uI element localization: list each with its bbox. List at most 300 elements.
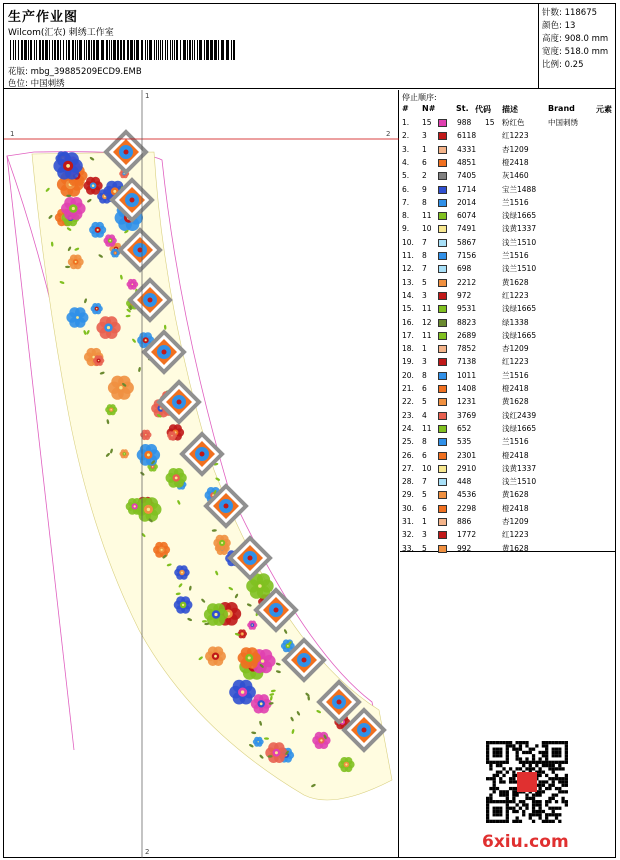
row-number: 6. [402, 184, 410, 194]
row-stitches: 1408 [457, 384, 477, 393]
color-swatch [438, 199, 447, 207]
barcode-bar [206, 40, 209, 60]
barcode-bar [204, 40, 205, 60]
row-stitches: 7852 [457, 344, 477, 354]
row-number: 23. [402, 410, 414, 420]
row-description: 杏1209 [502, 517, 529, 526]
row-stitches: 535 [457, 437, 472, 447]
stop-row [400, 291, 615, 301]
row-number: 9. [402, 224, 410, 234]
stop-row [400, 238, 615, 248]
color-swatch [438, 531, 447, 539]
color-swatch [438, 159, 447, 167]
color-swatch [438, 146, 447, 154]
barcode-bar [66, 40, 67, 60]
colorway-label: 色位: [8, 79, 28, 89]
pattern-value: mbg_39885209ECD9.EMB [30, 67, 142, 77]
row-needle: 7 [422, 264, 427, 274]
color-count: 颜色: 13 [542, 21, 576, 31]
row-needle: 12 [422, 317, 432, 327]
row-number: 13. [402, 277, 414, 287]
col-n: N# [422, 104, 436, 113]
stop-row [400, 251, 615, 261]
color-swatch [438, 518, 447, 526]
row-description: 兰1516 [502, 197, 529, 207]
stop-row [400, 544, 615, 554]
color-swatch [438, 465, 447, 473]
barcode-bar [233, 40, 235, 60]
row-number: 26. [402, 450, 414, 460]
stop-row [400, 304, 615, 314]
color-swatch [438, 332, 447, 340]
barcode-bar [91, 40, 92, 60]
row-number: 32. [402, 530, 414, 540]
color-swatch [438, 505, 447, 513]
row-needle: 5 [422, 543, 427, 553]
color-swatch [438, 172, 447, 180]
stop-row [400, 198, 615, 208]
color-swatch [438, 478, 447, 486]
row-needle: 1 [422, 517, 427, 526]
row-needle: 1 [422, 344, 427, 354]
row-number: 12. [402, 264, 414, 274]
stop-row [400, 490, 615, 500]
stop-row [400, 517, 615, 527]
row-needle: 8 [422, 251, 427, 260]
stop-row [400, 437, 615, 447]
color-swatch [438, 438, 447, 446]
stop-row [400, 371, 615, 381]
row-stitches: 1714 [457, 184, 477, 194]
stop-row [400, 278, 615, 288]
axis-x-start: 1 [10, 130, 15, 138]
stop-row [400, 530, 615, 540]
axis-y-end: 2 [145, 848, 150, 856]
color-swatch [438, 305, 447, 313]
embroidery-design [4, 90, 399, 858]
row-description: 粉红色 [502, 118, 525, 127]
row-description: 兰1516 [502, 370, 529, 380]
barcode-bar [127, 40, 129, 60]
barcode-bar [214, 40, 217, 60]
barcode-bar [192, 40, 193, 60]
barcode-bar [109, 40, 110, 60]
row-description: 红1223 [502, 530, 529, 540]
color-swatch [438, 425, 447, 433]
barcode-bar [187, 40, 188, 60]
barcode-bar [210, 40, 213, 60]
row-number: 11. [402, 251, 414, 260]
stop-row [400, 145, 615, 155]
row-number: 4. [402, 157, 410, 167]
barcode-bar [77, 40, 78, 60]
barcode-bar [226, 40, 229, 60]
barcode-bar [45, 40, 48, 60]
production-sheet [3, 3, 616, 858]
stop-row [400, 224, 615, 234]
row-number: 15. [402, 304, 414, 314]
row-stitches: 448 [457, 477, 472, 487]
qr-code [486, 741, 568, 823]
row-number: 21. [402, 384, 414, 393]
barcode-bar [101, 40, 104, 60]
row-description: 兰1516 [502, 437, 529, 447]
row-stitches: 4851 [457, 157, 477, 167]
barcode-bar [165, 40, 166, 60]
row-needle: 9 [422, 184, 427, 194]
barcode-bar [199, 40, 202, 60]
barcode-bar [134, 40, 135, 60]
color-swatch [438, 412, 447, 420]
barcode-bar [172, 40, 173, 60]
row-stitches: 7405 [457, 171, 477, 181]
row-number: 18. [402, 344, 414, 354]
row-description: 黄1628 [502, 490, 529, 500]
barcode-bar [106, 40, 108, 60]
row-description: 兰1516 [502, 251, 529, 260]
color-swatch [438, 252, 447, 260]
barcode-bar [197, 40, 198, 60]
stop-row [400, 118, 615, 128]
row-brand: 中国刺绣 [548, 118, 578, 127]
barcode-bar [176, 40, 178, 60]
row-description: 宝兰1488 [502, 184, 537, 194]
barcode-bar [136, 40, 139, 60]
row-needle: 11 [422, 423, 432, 433]
row-stitches: 3769 [457, 410, 477, 420]
barcode-bar [221, 40, 224, 60]
axis-x-end: 2 [386, 130, 391, 138]
row-description: 浅黄1337 [502, 224, 537, 234]
row-description: 红1223 [502, 290, 529, 300]
row-needle: 11 [422, 330, 432, 340]
width-value: 宽度: 518.0 mm [542, 47, 609, 57]
barcode-bar [183, 40, 186, 60]
stop-row [400, 331, 615, 341]
row-needle: 7 [422, 477, 427, 487]
row-stitches: 886 [457, 517, 472, 526]
row-description: 浅红2439 [502, 410, 537, 420]
barcode-bar [57, 40, 59, 60]
row-description: 杏1209 [502, 344, 529, 354]
color-swatch [438, 239, 447, 247]
row-needle: 11 [422, 211, 432, 221]
row-number: 22. [402, 397, 414, 407]
barcode [10, 40, 235, 60]
row-description: 红1223 [502, 357, 529, 367]
stop-row [400, 411, 615, 421]
row-needle: 1 [422, 144, 427, 154]
row-stitches: 2689 [457, 330, 477, 340]
color-swatch [438, 452, 447, 460]
row-description: 绿1338 [502, 317, 529, 327]
row-description: 红1223 [502, 131, 529, 141]
row-description: 浅黄1337 [502, 463, 537, 473]
barcode-bar [24, 40, 27, 60]
row-description: 黄1628 [502, 277, 529, 287]
barcode-bar [15, 40, 16, 60]
row-needle: 11 [422, 304, 432, 314]
row-stitches: 4331 [457, 144, 477, 154]
row-number: 31. [402, 517, 414, 526]
row-number: 5. [402, 171, 410, 181]
row-number: 14. [402, 290, 414, 300]
row-number: 30. [402, 503, 414, 513]
stop-row [400, 384, 615, 394]
barcode-bar [123, 40, 125, 60]
barcode-bar [34, 40, 35, 60]
qr-logo [517, 772, 537, 792]
row-needle: 5 [422, 277, 427, 287]
row-stitches: 1231 [457, 397, 477, 407]
row-needle: 2 [422, 171, 427, 181]
row-description: 黄1628 [502, 543, 529, 553]
barcode-bar [42, 40, 44, 60]
row-description: 浅绿1665 [502, 330, 537, 340]
row-needle: 3 [422, 530, 427, 540]
row-needle: 6 [422, 384, 427, 393]
row-description: 浅兰1510 [502, 237, 537, 247]
axis-y-start: 1 [145, 92, 150, 100]
barcode-bar [63, 40, 64, 60]
stop-sequence-header [400, 104, 615, 116]
barcode-bar [180, 40, 181, 60]
qr-code-image [486, 741, 568, 823]
color-swatch [438, 212, 447, 220]
color-swatch [438, 225, 447, 233]
row-number: 24. [402, 423, 414, 433]
row-number: 17. [402, 330, 414, 340]
barcode-bar [149, 40, 152, 60]
row-needle: 8 [422, 437, 427, 447]
row-stitches: 2014 [457, 197, 477, 207]
barcode-bar [21, 40, 23, 60]
colorway-line [8, 77, 65, 89]
row-needle: 4 [422, 410, 427, 420]
row-needle: 3 [422, 290, 427, 300]
row-needle: 5 [422, 397, 427, 407]
barcode-bar [117, 40, 119, 60]
row-needle: 3 [422, 357, 427, 367]
row-description: 杏1209 [502, 144, 529, 154]
col-brand: Brand [548, 104, 575, 113]
barcode-bar [170, 40, 171, 60]
color-swatch [438, 292, 447, 300]
stop-row [400, 264, 615, 274]
row-stitches: 6074 [457, 211, 477, 221]
barcode-bar [111, 40, 112, 60]
color-swatch [438, 319, 447, 327]
row-description: 橙2418 [502, 157, 529, 167]
color-swatch [438, 132, 447, 140]
barcode-bar [162, 40, 163, 60]
barcode-bar [158, 40, 159, 60]
studio-name: Wilcom(汇农) 刺绣工作室 [8, 28, 114, 38]
row-needle: 8 [422, 197, 427, 207]
barcode-bar [13, 40, 14, 60]
barcode-bar [54, 40, 56, 60]
stop-row [400, 504, 615, 514]
row-stitches: 9531 [457, 304, 477, 314]
row-stitches: 698 [457, 264, 472, 274]
row-number: 10. [402, 237, 414, 247]
barcode-bar [160, 40, 161, 60]
barcode-bar [154, 40, 155, 60]
row-stitches: 5867 [457, 237, 477, 247]
color-swatch [438, 385, 447, 393]
color-swatch [438, 345, 447, 353]
row-number: 19. [402, 357, 414, 367]
color-swatch [438, 186, 447, 194]
stop-row [400, 171, 615, 181]
barcode-bar [52, 40, 53, 60]
row-description: 浅兰1510 [502, 264, 537, 274]
color-swatch [438, 545, 447, 553]
row-stitches: 1011 [457, 370, 477, 380]
col-hash: # [402, 104, 409, 113]
row-stitches: 6118 [457, 131, 477, 141]
barcode-bar [68, 40, 70, 60]
row-needle: 7 [422, 237, 427, 247]
embroidery-preview [4, 90, 399, 858]
scale-value: 比例: 0.25 [542, 60, 584, 70]
barcode-bar [194, 40, 195, 60]
barcode-bar [39, 40, 41, 60]
row-stitches: 2301 [457, 450, 477, 460]
row-needle: 3 [422, 131, 427, 141]
row-code: 15 [485, 118, 495, 127]
row-needle: 10 [422, 463, 432, 473]
row-description: 黄1628 [502, 397, 529, 407]
col-desc: 描述 [502, 105, 518, 114]
height-value: 高度: 908.0 mm [542, 34, 609, 44]
row-number: 8. [402, 211, 410, 221]
stop-row [400, 211, 615, 221]
barcode-bar [72, 40, 74, 60]
barcode-bar [88, 40, 90, 60]
stop-row [400, 185, 615, 195]
row-stitches: 4536 [457, 490, 477, 500]
row-stitches: 8823 [457, 317, 477, 327]
stop-row [400, 344, 615, 354]
row-description: 浅绿1665 [502, 304, 537, 314]
barcode-bar [218, 40, 219, 60]
col-element: 元素 [596, 105, 612, 114]
row-stitches: 1772 [457, 530, 477, 540]
row-number: 16. [402, 317, 414, 327]
color-swatch [438, 358, 447, 366]
color-swatch [438, 119, 447, 127]
row-stitches: 972 [457, 290, 472, 300]
color-swatch [438, 279, 447, 287]
stop-row [400, 131, 615, 141]
barcode-bar [120, 40, 122, 60]
row-needle: 8 [422, 370, 427, 380]
col-code: 代码 [475, 105, 491, 114]
barcode-bar [79, 40, 82, 60]
barcode-bar [18, 40, 19, 60]
row-number: 1. [402, 118, 410, 127]
watermark: 6xiu.com [482, 832, 569, 852]
barcode-bar [60, 40, 61, 60]
barcode-bar [10, 40, 11, 60]
row-stitches: 7156 [457, 251, 477, 260]
sheet-header [4, 4, 615, 89]
row-description: 浅绿1665 [502, 211, 537, 221]
row-number: 29. [402, 490, 414, 500]
barcode-bar [145, 40, 146, 60]
colorway-value: 中国刺绣 [30, 79, 65, 89]
row-number: 2. [402, 131, 410, 141]
row-number: 20. [402, 370, 414, 380]
color-swatch [438, 398, 447, 406]
page-title: 生产作业图 [8, 10, 79, 25]
row-needle: 10 [422, 224, 432, 234]
barcode-bar [75, 40, 76, 60]
row-stitches: 2298 [457, 503, 477, 513]
leaf-motif [65, 266, 70, 268]
barcode-bar [28, 40, 29, 60]
barcode-bar [113, 40, 116, 60]
barcode-bar [174, 40, 175, 60]
col-stitches: St. [456, 104, 469, 113]
row-needle: 6 [422, 450, 427, 460]
barcode-bar [49, 40, 50, 60]
row-needle: 5 [422, 490, 427, 500]
row-number: 3. [402, 144, 410, 154]
stop-row [400, 158, 615, 168]
stop-row [400, 477, 615, 487]
barcode-bar [30, 40, 32, 60]
barcode-bar [93, 40, 95, 60]
barcode-bar [147, 40, 148, 60]
row-description: 浅绿1665 [502, 423, 537, 433]
barcode-bar [96, 40, 99, 60]
row-stitches: 7491 [457, 224, 477, 234]
pattern-line [8, 65, 142, 77]
pattern-label: 花版: [8, 67, 28, 77]
row-needle: 6 [422, 503, 427, 513]
row-stitches: 7138 [457, 357, 477, 367]
row-stitches: 2212 [457, 277, 477, 287]
barcode-bar [86, 40, 87, 60]
barcode-bar [231, 40, 232, 60]
barcode-bar [141, 40, 143, 60]
row-needle: 15 [422, 118, 432, 127]
row-number: 7. [402, 197, 410, 207]
row-description: 橙2418 [502, 503, 529, 513]
row-number: 27. [402, 463, 414, 473]
barcode-bar [36, 40, 37, 60]
row-stitches: 2910 [457, 463, 477, 473]
row-description: 橙2418 [502, 384, 529, 393]
row-stitches: 988 [457, 118, 472, 127]
header-info [4, 4, 539, 89]
barcode-bar [156, 40, 157, 60]
barcode-bar [167, 40, 168, 60]
stop-row [400, 424, 615, 434]
barcode-bar [84, 40, 85, 60]
stop-row [400, 397, 615, 407]
row-description: 橙2418 [502, 450, 529, 460]
row-stitches: 992 [457, 543, 472, 553]
stop-row [400, 451, 615, 461]
stop-row [400, 357, 615, 367]
row-stitches: 652 [457, 423, 472, 433]
row-number: 28. [402, 477, 414, 487]
stitch-count: 针数: 118675 [542, 8, 598, 18]
stop-sequence-panel [400, 90, 615, 552]
